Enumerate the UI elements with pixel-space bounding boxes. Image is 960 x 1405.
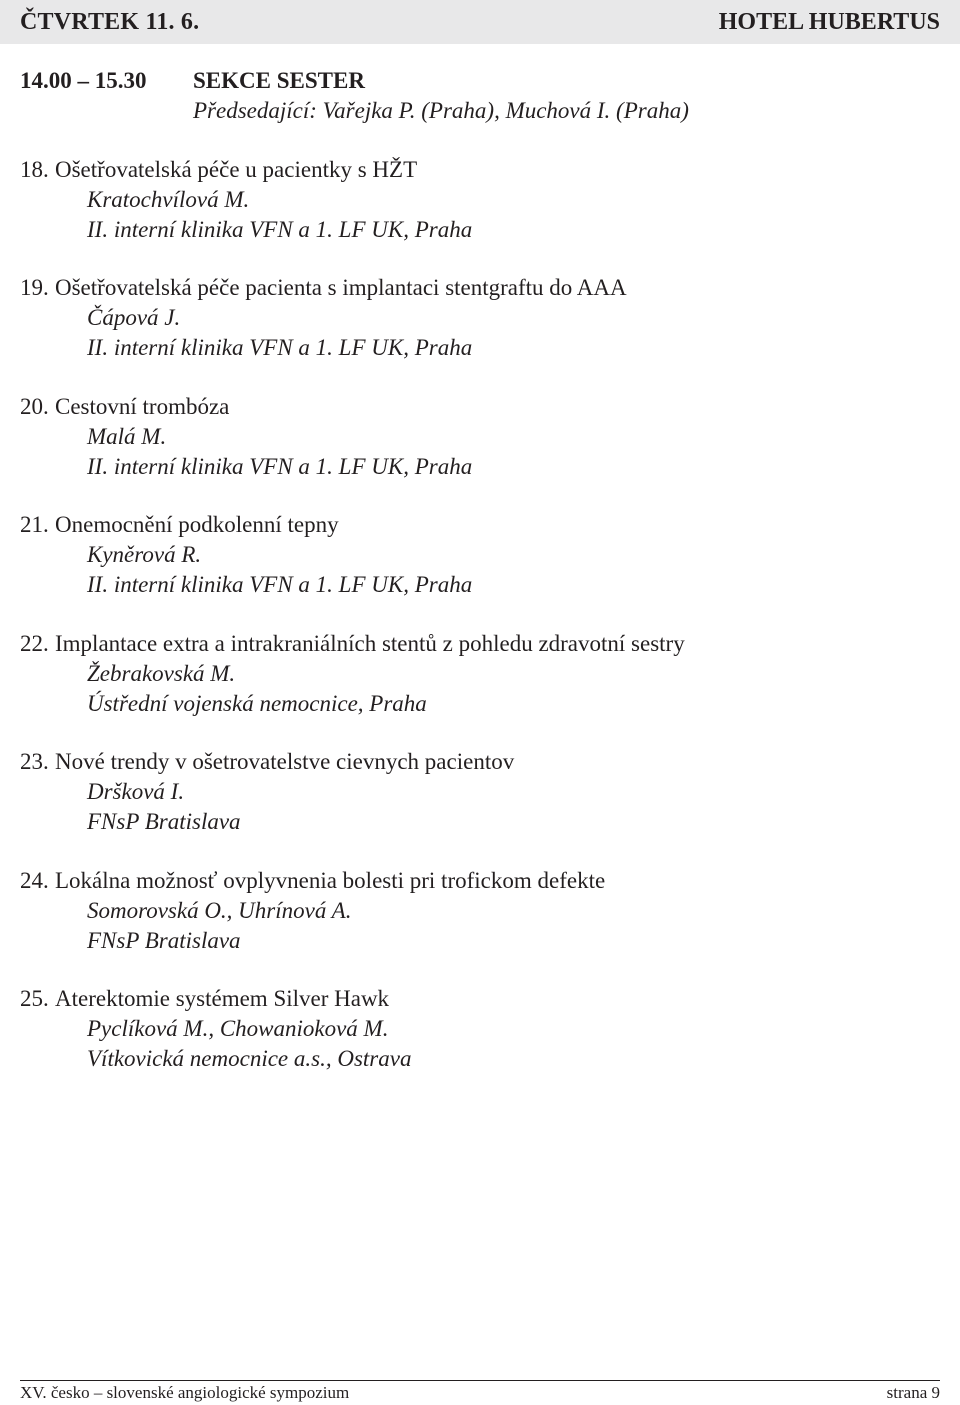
- session-title: SEKCE SESTER: [193, 68, 365, 93]
- page-header: [0, 0, 960, 44]
- talk-number: 21.: [20, 512, 49, 537]
- session-chairs: Předsedající: Vařejka P. (Praha), Muchová I. (Praha): [193, 98, 689, 123]
- talk-title: Lokálna možnosť ovplyvnenia bolesti pri trofickom defekte: [55, 868, 606, 893]
- session-time: 14.00 – 15.30: [20, 68, 147, 93]
- talk-number: 19.: [20, 275, 49, 300]
- talk-title: Cestovní trombóza: [55, 394, 230, 419]
- talk-number: 25.: [20, 986, 49, 1011]
- talk-authors: Somorovská O., Uhrínová A.: [87, 898, 352, 923]
- talk-title-line: [20, 747, 920, 777]
- talk-23: [20, 747, 920, 837]
- footer-page-number: strana 9: [886, 1383, 940, 1402]
- talk-22: [20, 629, 920, 719]
- talk-authors: Malá M.: [87, 424, 167, 449]
- talk-authors: Pyclíková M., Chowanioková M.: [87, 1016, 389, 1041]
- talk-authors: Čápová J.: [87, 305, 181, 330]
- talk-number: 24.: [20, 868, 49, 893]
- talk-number: 23.: [20, 749, 49, 774]
- talk-title-line: [20, 866, 920, 896]
- talk-number: 18.: [20, 157, 49, 182]
- talk-number: 22.: [20, 631, 49, 656]
- talk-title-line: [20, 155, 920, 185]
- talk-number: 20.: [20, 394, 49, 419]
- talk-title: Ošetřovatelská péče u pacientky s HŽT: [55, 157, 418, 182]
- talk-title-line: [20, 629, 920, 659]
- talk-title: Ošetřovatelská péče pacienta s implantaci stentgraftu do AAA: [55, 275, 627, 300]
- talk-title: Implantace extra a intrakraniálních stentů z pohledu zdravotní sestry: [55, 631, 685, 656]
- header-day: ČTVRTEK 11. 6.: [20, 9, 200, 35]
- talk-institution: II. interní klinika VFN a 1. LF UK, Praha: [87, 217, 473, 242]
- header-venue: HOTEL HUBERTUS: [718, 9, 940, 35]
- talk-title: Onemocnění podkolenní tepny: [55, 512, 339, 537]
- talk-title-line: [20, 984, 920, 1014]
- talk-25: [20, 984, 920, 1074]
- talk-19: [20, 273, 920, 363]
- talk-institution: II. interní klinika VFN a 1. LF UK, Praha: [87, 335, 473, 360]
- talk-title: Aterektomie systémem Silver Hawk: [55, 986, 390, 1011]
- footer-divider: [20, 1380, 940, 1381]
- talk-authors: Žebrakovská M.: [87, 661, 236, 686]
- talk-24: [20, 866, 920, 956]
- talk-institution: Vítkovická nemocnice a.s., Ostrava: [87, 1046, 412, 1071]
- talk-authors: Kratochvílová M.: [87, 187, 250, 212]
- footer-event: XV. česko – slovenské angiologické sympozium: [20, 1383, 350, 1402]
- talk-authors: Dršková I.: [87, 779, 185, 804]
- talk-institution: II. interní klinika VFN a 1. LF UK, Praha: [87, 454, 473, 479]
- talk-institution: Ústřední vojenská nemocnice, Praha: [87, 691, 427, 716]
- talk-title: Nové trendy v ošetrovatelstve cievnych pacientov: [55, 749, 515, 774]
- talk-institution: II. interní klinika VFN a 1. LF UK, Praha: [87, 572, 473, 597]
- talk-21: [20, 510, 920, 600]
- talk-18: [20, 155, 920, 245]
- talk-title-line: [20, 510, 920, 540]
- talk-20: [20, 392, 920, 482]
- talk-authors: Kyněrová R.: [87, 542, 202, 567]
- talk-institution: FNsP Bratislava: [87, 809, 241, 834]
- talk-institution: FNsP Bratislava: [87, 928, 241, 953]
- talk-title-line: [20, 392, 920, 422]
- talk-title-line: [20, 273, 920, 303]
